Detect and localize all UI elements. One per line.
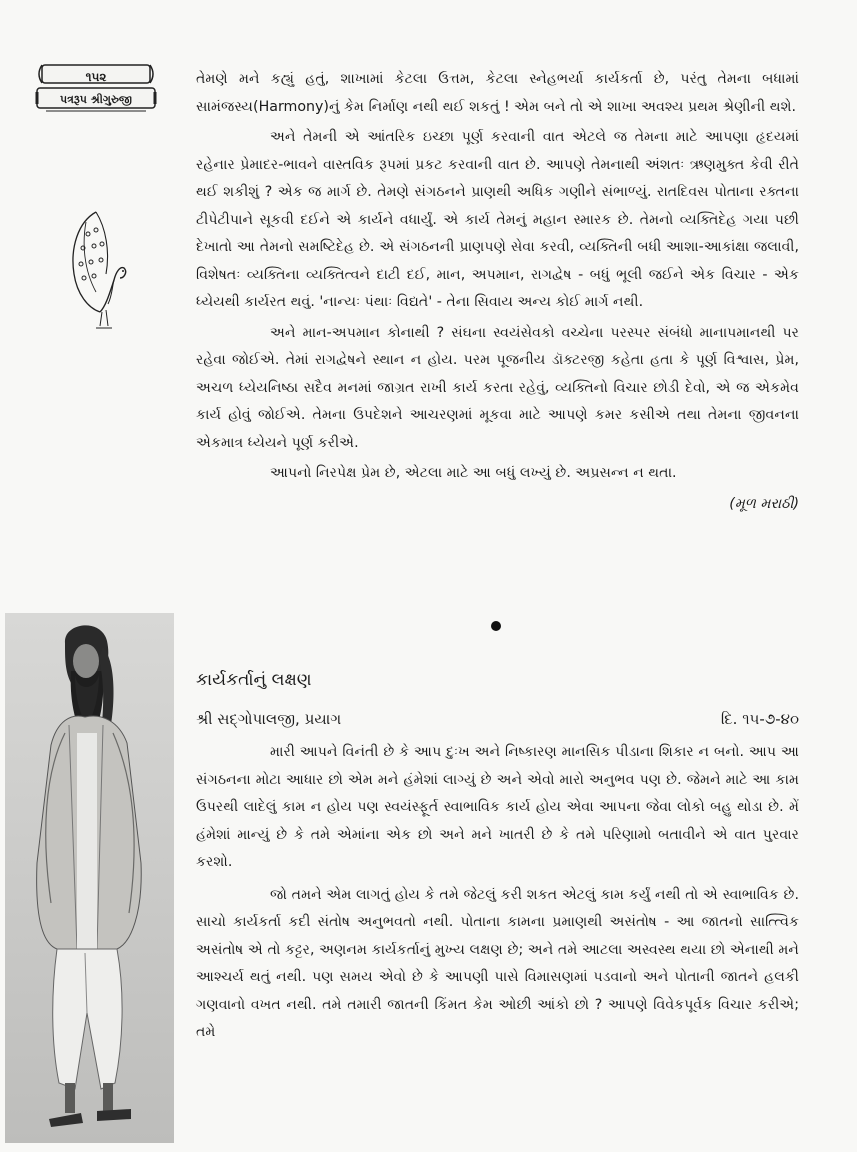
- running-title: પત્રરૂપ શ્રીગુરુજી: [60, 93, 132, 106]
- page-number: ૧૫૨: [85, 70, 107, 84]
- letter-header: [196, 710, 799, 728]
- section-heading: કાર્યકર્તાનું લક્ષણ: [196, 670, 312, 690]
- letter-body: [196, 739, 799, 1047]
- paragraph: તેમણે મને કહ્યું હતું, શાખામાં કેટલા ઉત્તમ, કેટલા સ્નેહભર્યા કાર્યકર્તા છે, પરંતુ તેમના બધામાં સામંજસ્ય(Harmony)નું કેમ નિર્માણ નથી થઈ શકતું ! એમ બને તો એ શાખા અવશ્ય પ્રથમ શ્રેણીની થશે.: [196, 71, 799, 115]
- paragraph: અને તેમની એ આંતરિક ઇચ્છા પૂર્ણ કરવાની વાત એટલે જ તેમના માટે આપણા હૃદયમાં રહેનાર પ્રેમાદર-ભાવને વાસ્તવિક રૂપમાં પ્રકટ કરવાની વાત છે. આપણે તેમનાથી અંશતઃ ઋણમુક્ત કેવી રીતે થઈ શકીશું ? એક જ માર્ગ છે. તેમણે સંગઠનને પ્રાણથી અધિક ગણીને સંભાળ્યું. રાતદિવસ પોતાના રક્તના ટીપેટીપાને સૂકવી દઈને એ કાર્યને વધાર્યું. એ કાર્ય તેમનું મહાન સ્મારક છે. તેમનો વ્યક્તિદેહ ગયા પછી દેખાતો આ તેમનો સમષ્ટિદેહ છે. એ સંગઠનની પ્રાણપણે સેવા કરવી, વ્યક્તિની બધી આશા-આકાંક્ષા જલાવી, વિશેષતઃ વ્યક્તિના વ્યક્તિત્વને દાટી દઈ, માન, અપમાન, રાગદ્વેષ - બધું ભૂલી જઈને એક વિચાર - એક ધ્યેયથી કાર્યરત થવું. 'નાન્યઃ પંથાઃ વિદ્યતે' - તેના સિવાય અન્ય કોઈ માર્ગ નથી.: [196, 129, 799, 310]
- top-text-block: [196, 66, 799, 518]
- paragraph: આપનો નિરપેક્ષ પ્રેમ છે, એટલા માટે આ બધું લખ્યું છે. અપ્રસન્ન ન થતા.: [270, 465, 677, 481]
- paragraph: જો તમને એમ લાગતું હોય કે તમે જેટલું કરી શકત એટલું કામ કર્યું નથી તો એ સ્વાભાવિક છે. સાચો કાર્યકર્તા કદી સંતોષ અનુભવતો નથી. પોતાના કામના પ્રમાણથી અસંતોષ - આ જાતનો સાત્ત્વિક અસંતોષ એ તો કટ્ટર, અણનમ કાર્યકર્તાનું મુખ્ય લક્ષણ છે; અને તમે આટલા અસ્વસ્થ થયા છો એનાથી મને આશ્ચર્ય થતું નથી. પણ સમય એવો છે કે આપણી પાસે વિમાસણમાં પડવાનો અને પોતાની જાતને હલકી ગણવાનો વખત નથી. તમે તમારી જાતની કિંમત કેમ ઓછી આંકો છો ? આપણે વિવેકપૂર્વક વિચાર કરીએ; તમે: [196, 886, 799, 1040]
- paragraph: મારી આપને વિનંતી છે કે આપ દુઃખ અને નિષ્કારણ માનસિક પીડાના શિકાર ન બનો. આપ આ સંગઠનના મોટા આધાર છો એમ મને હંમેશાં લાગ્યું છે અને એવો મારો અનુભવ પણ છે. જેમને માટે આ કામ ઉપરથી લાદેલું કામ ન હોય પણ સ્વયંસ્ફૂર્ત સ્વાભાવિક કાર્ય હોય એવા આપના જેવા લોકો બહુ થોડા છે. મેં હંમેશાં માન્યું છે કે તમે એમાંના એક છો અને મને ખાતરી છે કે તમે પરિણામો બતાવીને એ વાત પુરવાર કરશો.: [196, 744, 799, 870]
- paragraph: અને માન-અપમાન કોનાથી ? સંઘના સ્વયંસેવકો વચ્ચેના પરસ્પર સંબંધો માનાપમાનથી પર રહેવા જોઈએ. તેમાં રાગદ્વેષને સ્થાન ન હોય. પરમ પૂજનીય ડૉક્ટરજી કહેતા હતા કે પૂર્ણ વિશ્વાસ, પ્રેમ, અચળ ધ્યેયનિષ્ઠા સદૈવ મનમાં જાગ્રત રાખી કાર્ય કરતા રહેવું, વ્યક્તિનો વિચાર છોડી દેવો, એ જ એકમેવ કાર્ય હોવું જોઈએ. તેમના ઉપદેશને આચરણમાં મૂકવા માટે આપણે કમર કસીએ તથા તેમના જીવનના એકમાત્ર ધ્યેયને પૂર્ણ કરીએ.: [196, 324, 799, 451]
- letter-date: દિ. ૧૫-૭-૪૦: [720, 710, 799, 728]
- portrait-photo: [5, 613, 174, 1143]
- page-label: [34, 62, 158, 120]
- peacock-icon: [66, 208, 130, 336]
- letter-recipient: શ્રી સદ્‌ગોપાલજી, પ્રયાગ: [196, 710, 342, 728]
- source-note: (મૂળ મરાઠી): [729, 495, 799, 512]
- section-divider-dot: [491, 621, 501, 631]
